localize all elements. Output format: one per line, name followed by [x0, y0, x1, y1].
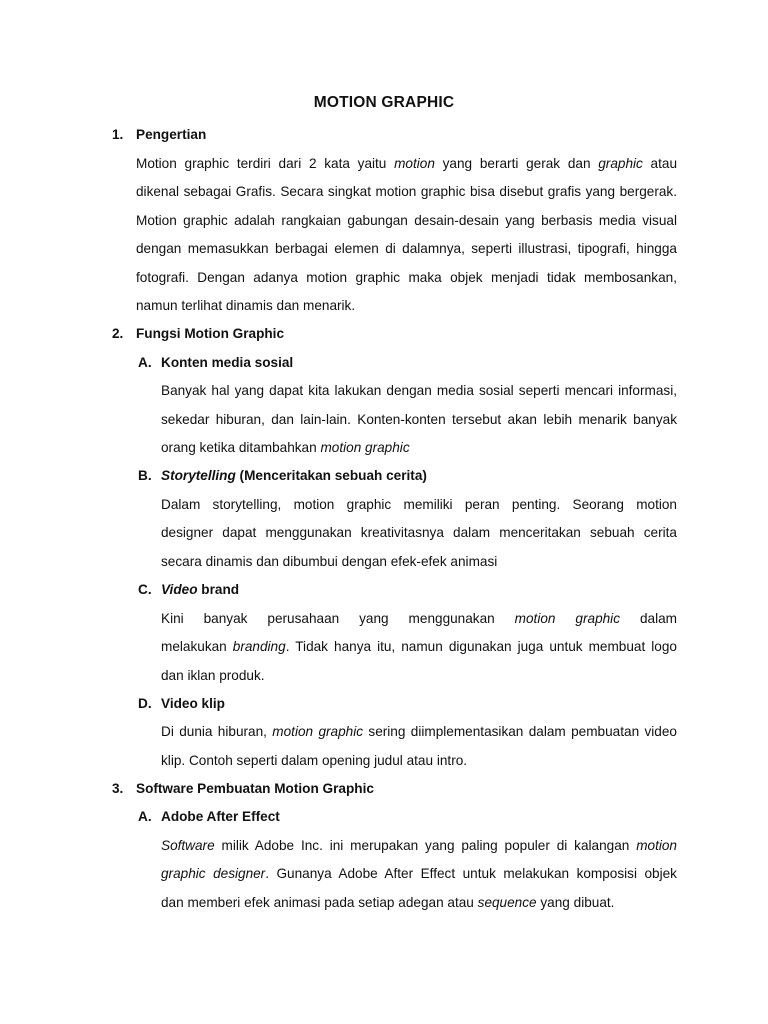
section-number: 2.: [112, 326, 124, 341]
paragraph-line: Software milik Adobe Inc. ini merupakan yang paling populer di kalangan motion: [161, 838, 677, 853]
section-heading: Fungsi Motion Graphic: [136, 326, 285, 341]
paragraph-line: sekedar hiburan, dan lain-lain. Konten-konten tersebut akan lebih menarik banyak: [161, 412, 677, 427]
paragraph-line: fotografi. Dengan adanya motion graphic maka objek menjadi tidak membosankan,: [136, 270, 677, 285]
paragraph-line: Banyak hal yang dapat kita lakukan dengan media sosial seperti mencari informasi,: [161, 383, 677, 398]
paragraph-line: secara dinamis dan dibumbui dengan efek-efek animasi: [161, 554, 498, 569]
paragraph-line: dikenal sebagai Grafis. Secara singkat motion graphic bisa disebut grafis yang bergerak.: [136, 184, 677, 199]
section-number: 1.: [112, 127, 124, 142]
paragraph-line: namun terlihat dinamis dan menarik.: [136, 298, 356, 313]
section-number: 3.: [112, 781, 124, 796]
subsection-heading: Video klip: [161, 696, 225, 711]
section-heading: Pengertian: [136, 127, 207, 142]
paragraph-line: dengan memasukkan berbagai elemen di dalamnya, seperti illustrasi, tipografi, hingga: [136, 241, 677, 256]
paragraph-line: graphic designer. Gunanya Adobe After Effect untuk melakukan komposisi objek: [161, 866, 677, 881]
subsection-letter: C.: [138, 582, 152, 597]
paragraph-line: dan iklan produk.: [161, 668, 265, 683]
subsection-letter: D.: [138, 696, 152, 711]
subsection-heading: Video brand: [161, 582, 240, 597]
paragraph-line: dan memberi efek animasi pada setiap adegan atau sequence yang dibuat.: [161, 895, 615, 910]
subsection-heading: Storytelling (Menceritakan sebuah cerita): [161, 468, 427, 483]
paragraph-line: orang ketika ditambahkan motion graphic: [161, 440, 410, 455]
paragraph-line: Motion graphic adalah rangkaian gabungan desain-desain yang berbasis media visual: [136, 213, 677, 228]
paragraph-line: Motion graphic terdiri dari 2 kata yaitu motion yang berarti gerak dan graphic atau: [136, 156, 678, 171]
section-heading: Software Pembuatan Motion Graphic: [136, 781, 374, 796]
subsection-letter: A.: [138, 355, 152, 370]
subsection-heading: Konten media sosial: [161, 355, 294, 370]
paragraph-line: klip. Contoh seperti dalam opening judul atau intro.: [161, 753, 468, 768]
paragraph-line: Kini banyak perusahaan yang menggunakan motion graphic dalam: [161, 611, 677, 626]
document-title: MOTION GRAPHIC: [313, 94, 455, 111]
paragraph-line: Dalam storytelling, motion graphic memiliki peran penting. Seorang motion: [161, 497, 677, 512]
subsection-letter: B.: [138, 468, 152, 483]
subsection-heading: Adobe After Effect: [161, 809, 280, 824]
subsection-letter: A.: [138, 809, 152, 824]
paragraph-line: designer dapat menggunakan kreativitasnya dalam menceritakan sebuah cerita: [161, 525, 677, 540]
paragraph-line: Di dunia hiburan, motion graphic sering diimplementasikan dalam pembuatan video: [161, 724, 677, 739]
paragraph-line: melakukan branding. Tidak hanya itu, namun digunakan juga untuk membuat logo: [161, 639, 677, 654]
